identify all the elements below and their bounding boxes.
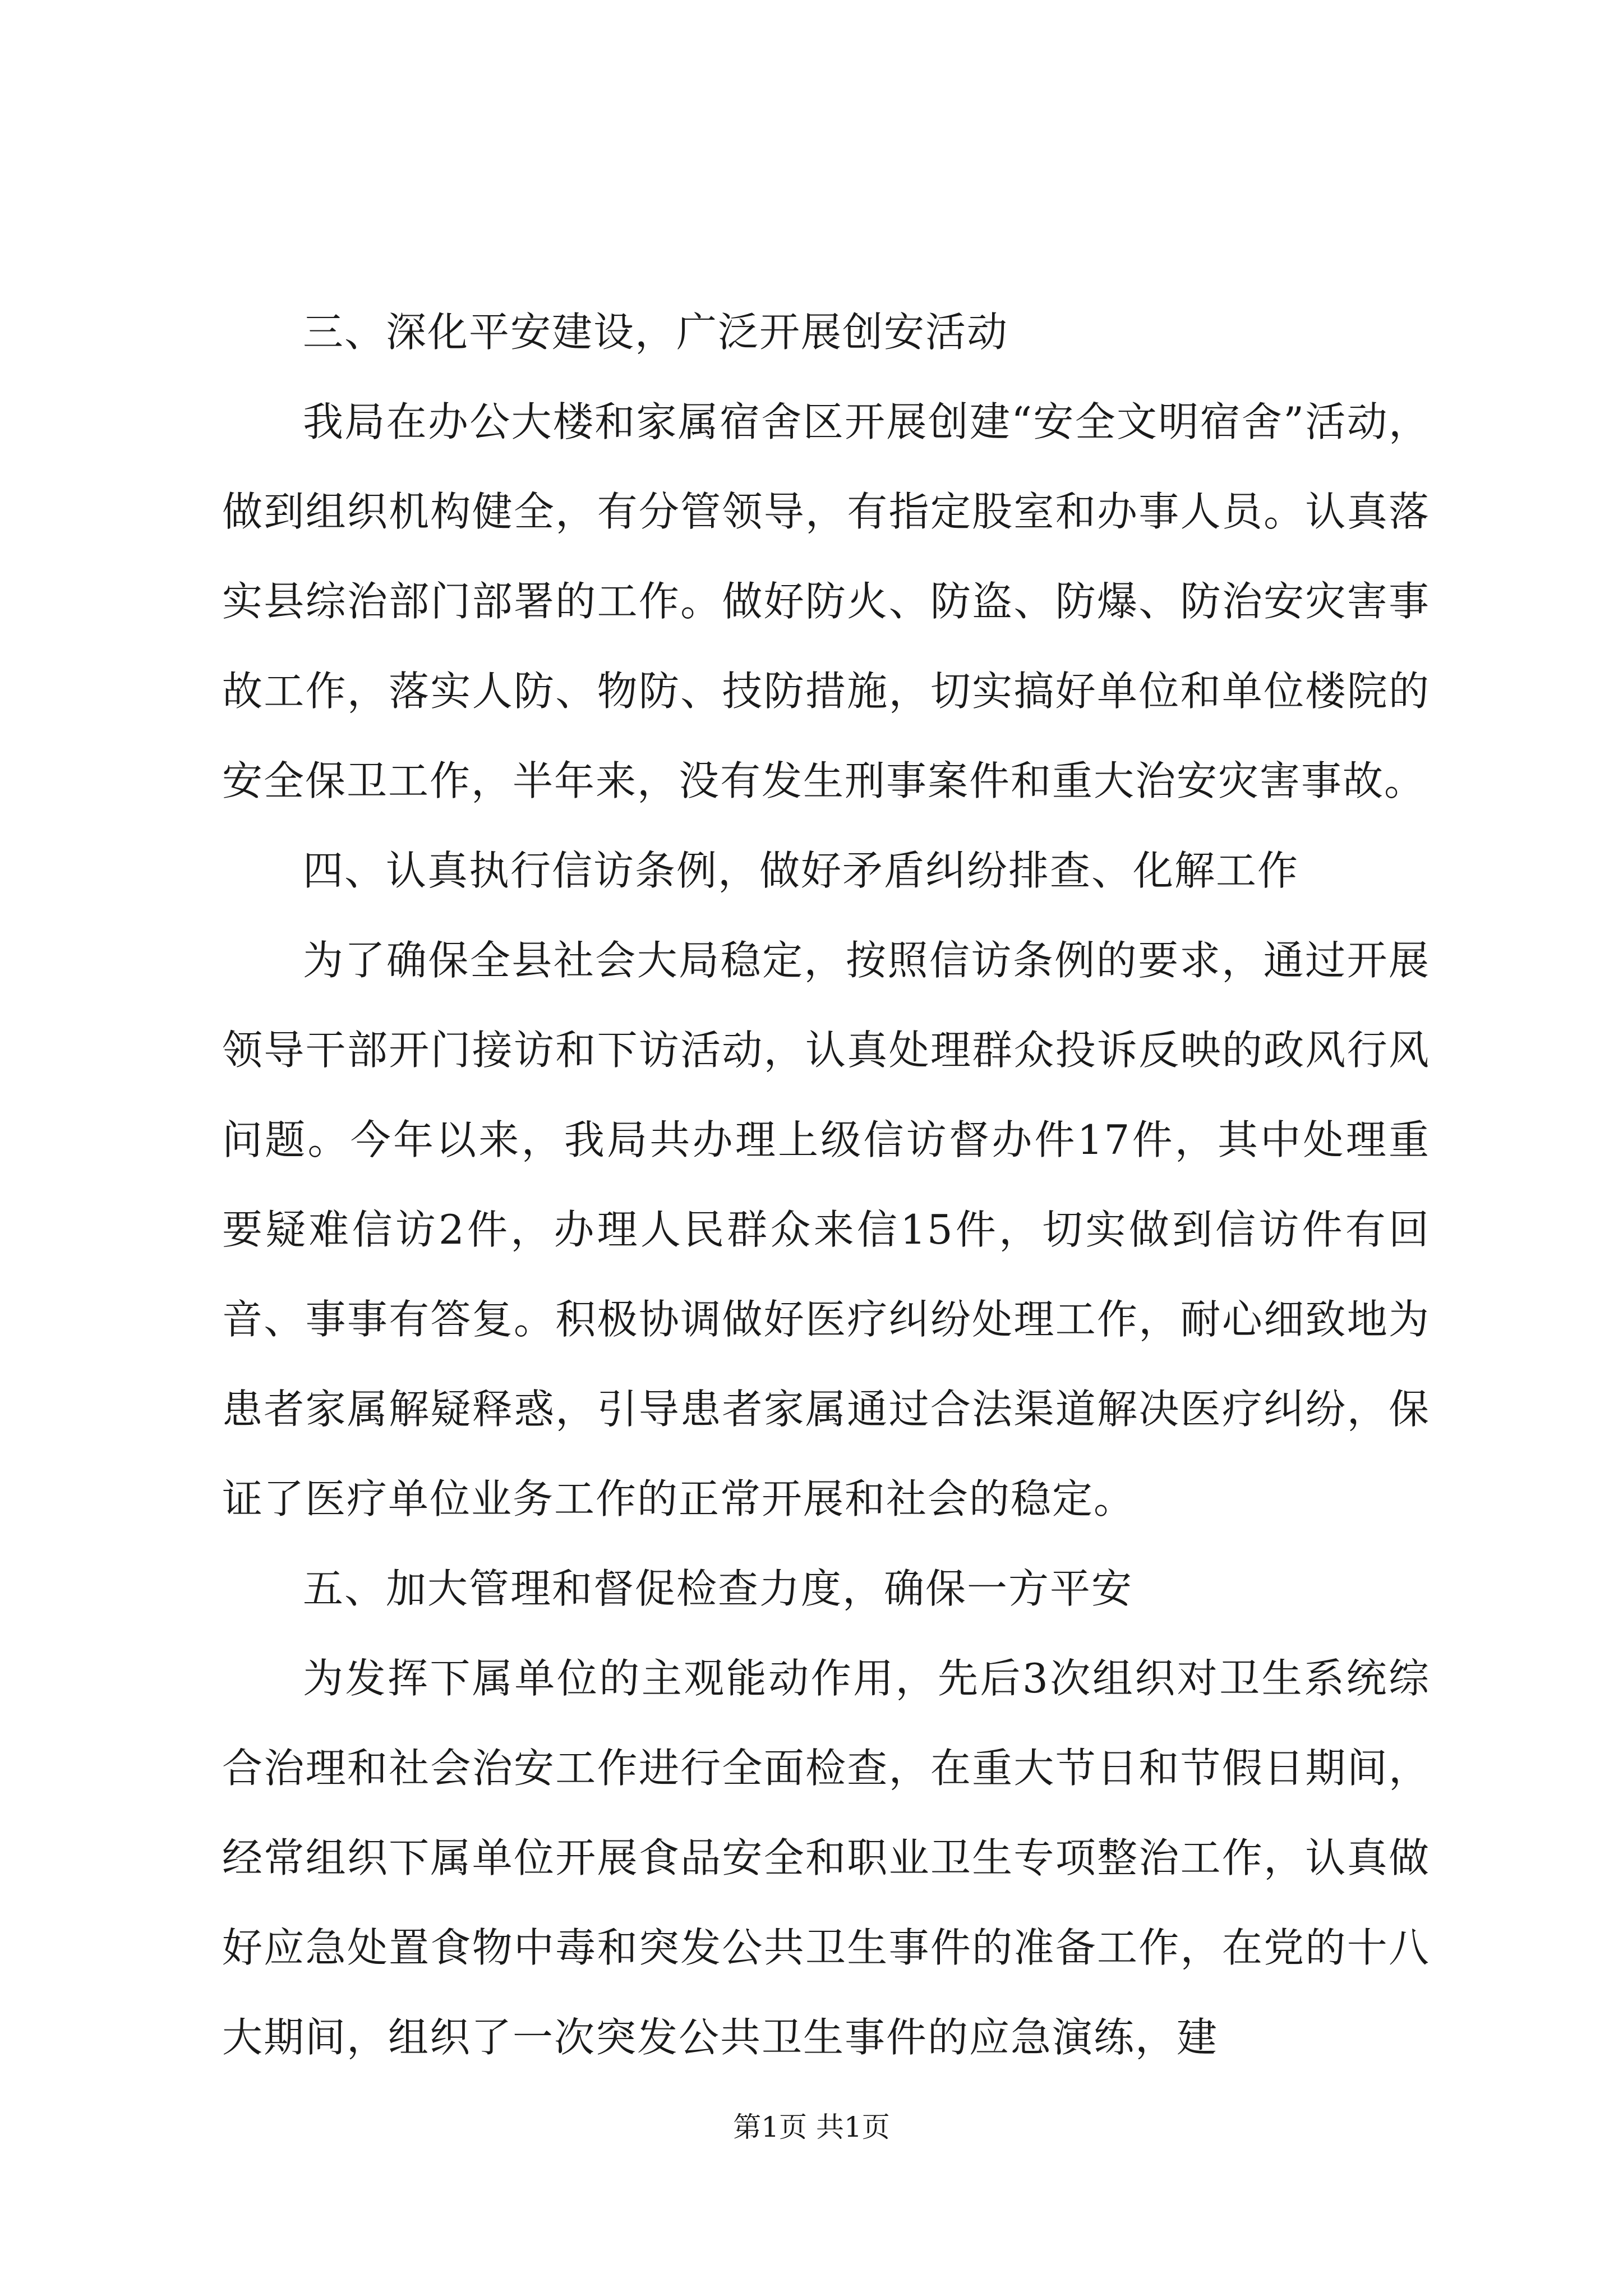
document-body <box>222 287 1430 2082</box>
section-heading: 四、认真执行信访条例，做好矛盾纠纷排查、化解工作 <box>303 847 1299 894</box>
section-heading: 三、深化平安建设，广泛开展创安活动 <box>303 309 1009 356</box>
section-paragraph: 为发挥下属单位的主观能动作用，先后3次组织对卫生系统综合治理和社会治安工作进行全面检查，在重大节日和节假日期间，经常组织下属单位开展食品安全和职业卫生专项整治工作，认真做好应急处置食物中毒和突发公共卫生事件的准备工作，在党的十八大期间，组织了一次突发公共卫生事件的应急演练，建 <box>222 1655 1430 2061</box>
section-heading: 五、加大管理和督促检查力度，确保一方平安 <box>303 1565 1133 1612</box>
section-paragraph: 我局在办公大楼和家属宿舍区开展创建“安全文明宿舍”活动，做到组织机构健全，有分管领导，有指定股室和办事人员。认真落实县综治部门部署的工作。做好防火、防盗、防爆、防治安灾害事故工作，落实人防、物防、技防措施，切实搞好单位和单位楼院的安全保卫工作，半年来，没有发生刑事案件和重大治安灾害事故。 <box>222 398 1430 804</box>
page-footer: 第1页 共1页 <box>733 2111 890 2143</box>
section-paragraph: 为了确保全县社会大局稳定，按照信访条例的要求，通过开展领导干部开门接访和下访活动，认真处理群众投诉反映的政风行风问题。今年以来，我局共办理上级信访督办件17件，其中处理重要疑难信访2件，办理人民群众来信15件，切实做到信访件有回音、事事有答复。积极协调做好医疗纠纷处理工作，耐心细致地为患者家属解疑释惑，引导患者家属通过合法渠道解决医疗纠纷，保证了医疗单位业务工作的正常开展和社会的稳定。 <box>222 937 1430 1522</box>
